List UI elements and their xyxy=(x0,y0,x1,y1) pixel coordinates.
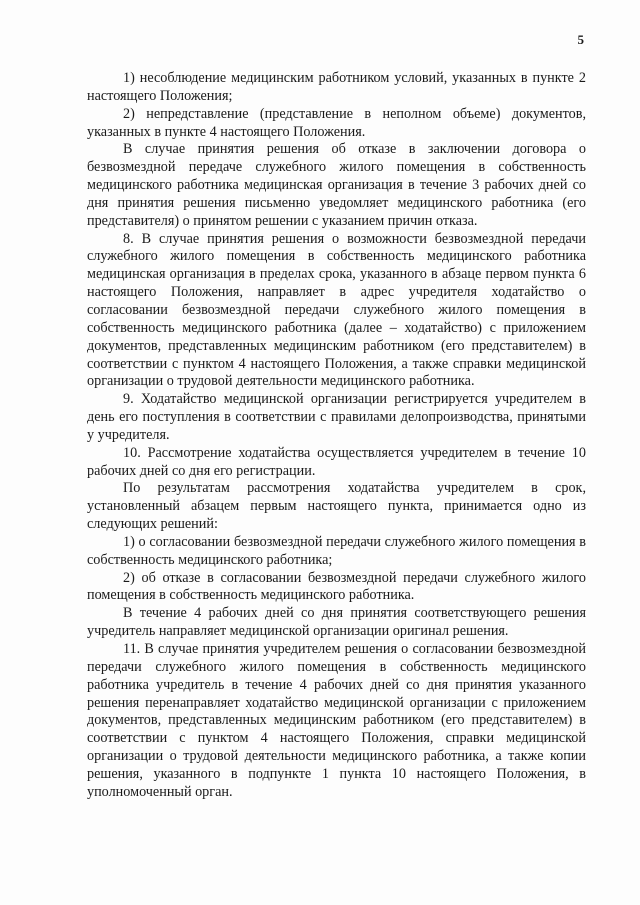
paragraph: 8. В случае принятия решения о возможности безвозмездной передачи служебного жилого помещения в собственность медицинского работника медицинская организация в пределах срока, указанного в абзаце первом пункта 6 настоящего Положения, направляет в адрес учредителя ходатайство о согласовании безвозмездной передачи служебного жилого помещения в собственность медицинского работника (далее – ходатайство) с приложением документов, представленных медицинским работником (его представителем) в соответствии с пунктом 4 настоящего Положения, а также справки медицинской организации о трудовой деятельности медицинского работника. xyxy=(87,230,586,390)
paragraph: 1) несоблюдение медицинским работником условий, указанных в пункте 2 настоящего Положения; xyxy=(87,70,586,104)
paragraph: 1) о согласовании безвозмездной передачи служебного жилого помещения в собственность медицинского работника; xyxy=(87,533,586,568)
paragraph: 10. Рассмотрение ходатайства осуществляется учредителем в течение 10 рабочих дней со дня его регистрации. xyxy=(87,444,586,479)
paragraph: 11. В случае принятия учредителем решения о согласовании безвозмездной передачи служебного жилого помещения в собственность медицинского работника учредитель в течение 4 рабочих дней со дня принятия указанного решения перенаправляет ходатайство медицинской организации с приложением документов, представленных медицинским работником (его представителем) в соответствии с пунктом 4 настоящего Положения, справки медицинской организации о трудовой деятельности медицинского работника, а также копии решения, указанного в подпункте 1 пункта 10 настоящего Положения, в уполномоченный орган. xyxy=(87,641,586,800)
document-body xyxy=(87,70,586,802)
paragraph: В течение 4 рабочих дней со дня принятия соответствующего решения учредитель направляет медицинской организации оригинал решения. xyxy=(87,605,586,640)
page-number: 5 xyxy=(577,32,584,47)
paragraph: 9. Ходатайство медицинской организации регистрируется учредителем в день его поступления в соответствии с правилами делопроизводства, принятыми у учредителя. xyxy=(87,391,586,443)
paragraph: 2) непредставление (представление в неполном объеме) документов, указанных в пункте 4 настоящего Положения. xyxy=(87,105,586,140)
paragraph: В случае принятия решения об отказе в заключении договора о безвозмездной передаче служебного жилого помещения в собственность медицинского работника медицинская организация в течение 3 рабочих дней со дня принятия решения письменно уведомляет медицинского работника (его представителя) о принятом решении с указанием причин отказа. xyxy=(87,141,586,229)
paragraph: 2) об отказе в согласовании безвозмездной передачи служебного жилого помещения в собственность медицинского работника. xyxy=(87,569,586,604)
paragraph: По результатам рассмотрения ходатайства учредителем в срок, установленный абзацем первым настоящего пункта, принимается одно из следующих решений: xyxy=(87,480,586,533)
